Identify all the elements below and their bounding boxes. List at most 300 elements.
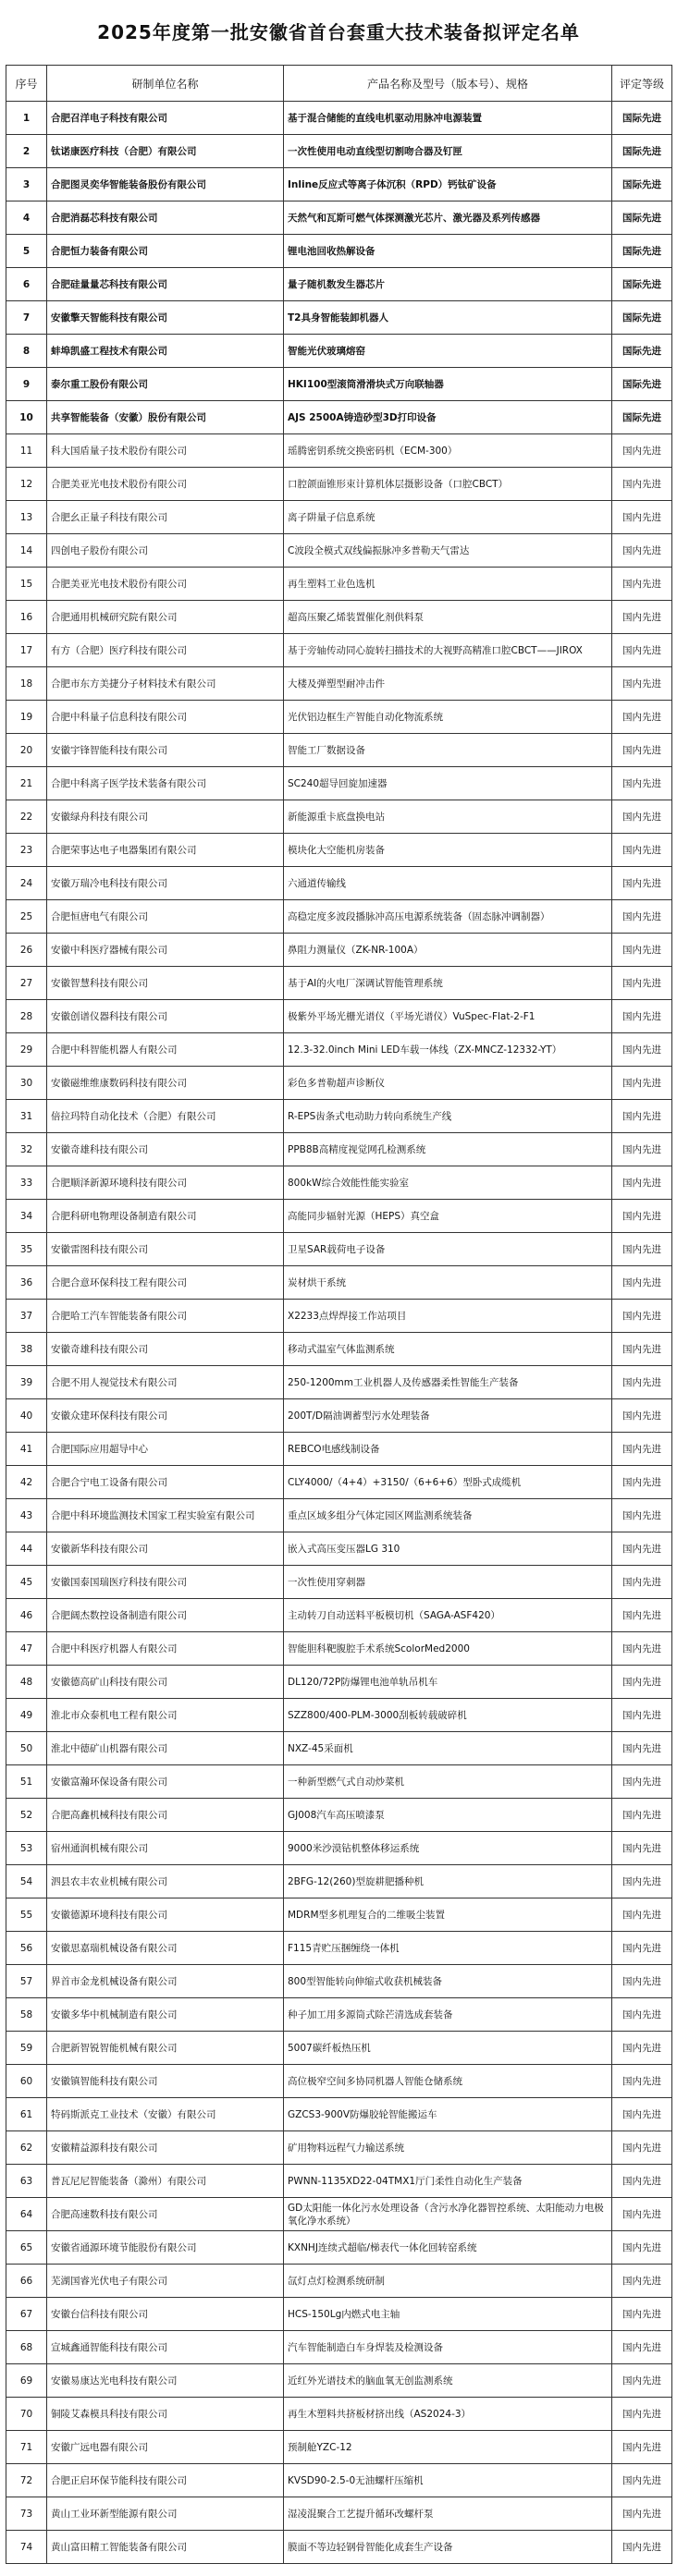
- company-name: 安徽雷图科技有限公司: [47, 1233, 284, 1266]
- company-name: 安徽省通源环境节能股份有限公司: [47, 2231, 284, 2265]
- row-index: 70: [6, 2398, 47, 2431]
- rating-level: 国内先进: [612, 1266, 672, 1300]
- company-name: 安徽易康达光电科技有限公司: [47, 2364, 284, 2398]
- row-index: 17: [6, 634, 47, 667]
- rating-level: 国内先进: [612, 2165, 672, 2198]
- row-index: 7: [6, 301, 47, 335]
- company-name: 黄山富田精工智能装备有限公司: [47, 2531, 284, 2564]
- company-name: 安徽精益源科技有限公司: [47, 2131, 284, 2165]
- table-row: [6, 2098, 672, 2131]
- table-row: [6, 2398, 672, 2431]
- product-name: 近红外光谱技术的脑血氧无创监测系统: [284, 2364, 612, 2398]
- company-name: 合肥不用人视觉技术有限公司: [47, 1366, 284, 1399]
- table-row: [6, 1466, 672, 1499]
- company-name: 安徽德源环境科技有限公司: [47, 1898, 284, 1932]
- rating-level: 国内先进: [612, 2298, 672, 2331]
- table-row: [6, 1965, 672, 1998]
- row-index: 30: [6, 1067, 47, 1100]
- row-index: 10: [6, 401, 47, 434]
- rating-level: 国内先进: [612, 434, 672, 468]
- company-name: 四创电子股份有限公司: [47, 534, 284, 568]
- company-name: 安徽创谱仪器科技有限公司: [47, 1000, 284, 1033]
- row-index: 68: [6, 2331, 47, 2364]
- product-name: 智能工厂数据设备: [284, 734, 612, 767]
- row-index: 21: [6, 767, 47, 800]
- product-name: F115青贮压捆缠绕一体机: [284, 1932, 612, 1965]
- company-name: 安徽绿舟科技有限公司: [47, 800, 284, 834]
- company-name: 合肥恒力装备有限公司: [47, 235, 284, 268]
- row-index: 47: [6, 1632, 47, 1666]
- rating-level: 国内先进: [612, 1499, 672, 1532]
- product-name: 智能光伏玻璃熔窑: [284, 335, 612, 368]
- company-name: 合肥合宁电工设备有限公司: [47, 1466, 284, 1499]
- row-index: 62: [6, 2131, 47, 2165]
- product-name: PWNN-1135XD22-04TMX1厅门柔性自动化生产装备: [284, 2165, 612, 2198]
- product-name: NXZ-45采面机: [284, 1732, 612, 1765]
- row-index: 53: [6, 1832, 47, 1865]
- row-index: 20: [6, 734, 47, 767]
- table-row: [6, 934, 672, 967]
- company-name: 安徽台信科技有限公司: [47, 2298, 284, 2331]
- row-index: 1: [6, 102, 47, 135]
- table-row: [6, 767, 672, 800]
- table-row: [6, 1532, 672, 1566]
- product-name: 高稳定度多波段播脉冲高压电源系统装备（固态脉冲调制器）: [284, 900, 612, 934]
- header-company: 研制单位名称: [47, 66, 284, 102]
- table-row: [6, 800, 672, 834]
- product-name: 5007碳纤板热压机: [284, 2032, 612, 2065]
- row-index: 74: [6, 2531, 47, 2564]
- company-name: 合肥通用机械研究院有限公司: [47, 601, 284, 634]
- product-name: 超高压聚乙烯装置催化剂供料泵: [284, 601, 612, 634]
- table-row: [6, 1499, 672, 1532]
- product-name: 250-1200mm工业机器人及传感器柔性智能生产装备: [284, 1366, 612, 1399]
- rating-level: 国际先进: [612, 201, 672, 235]
- product-name: 种子加工用多源筒式除芒清选成套装备: [284, 1998, 612, 2032]
- product-name: R-EPS齿条式电动助力转向系统生产线: [284, 1100, 612, 1133]
- company-name: 安徽磁维维康数码科技有限公司: [47, 1067, 284, 1100]
- table-row: [6, 1166, 672, 1200]
- product-name: 大楼及弹塑型耐冲击件: [284, 667, 612, 701]
- product-name: 嵌入式高压变压器LG 310: [284, 1532, 612, 1566]
- company-name: 合肥顺泽新源环境科技有限公司: [47, 1166, 284, 1200]
- product-name: 口腔颌面锥形束计算机体层摄影设备（口腔CBCT）: [284, 468, 612, 501]
- candidate-list-table: [6, 65, 672, 2564]
- company-name: 安徽众建环保科技有限公司: [47, 1399, 284, 1433]
- product-name: 极紫外平场光栅光谱仪（平场光谱仪）VuSpec-Flat-2-F1: [284, 1000, 612, 1033]
- rating-level: 国内先进: [612, 2265, 672, 2298]
- row-index: 50: [6, 1732, 47, 1765]
- product-name: 一次性使用穿刺器: [284, 1566, 612, 1599]
- row-index: 42: [6, 1466, 47, 1499]
- product-name: REBCO电感线制设备: [284, 1433, 612, 1466]
- company-name: 安徽广远电器有限公司: [47, 2431, 284, 2464]
- company-name: 界首市金龙机械设备有限公司: [47, 1965, 284, 1998]
- table-row: [6, 2531, 672, 2564]
- table-row: [6, 201, 672, 235]
- product-name: SC240超导回旋加速器: [284, 767, 612, 800]
- rating-level: 国内先进: [612, 2198, 672, 2231]
- product-name: 高能同步辐射光源（HEPS）真空盒: [284, 1200, 612, 1233]
- product-name: 12.3-32.0inch Mini LED车载一体线（ZX-MNCZ-12332-YT）: [284, 1033, 612, 1067]
- table-row: [6, 701, 672, 734]
- product-name: 基于旁轴传动同心旋转扫描技术的大视野高精准口腔CBCT——JIROX: [284, 634, 612, 667]
- row-index: 55: [6, 1898, 47, 1932]
- row-index: 51: [6, 1765, 47, 1799]
- table-row: [6, 634, 672, 667]
- row-index: 58: [6, 1998, 47, 2032]
- table-header-row: [6, 66, 672, 102]
- row-index: 57: [6, 1965, 47, 1998]
- company-name: 合肥正启环保节能科技有限公司: [47, 2464, 284, 2497]
- rating-level: 国内先进: [612, 1300, 672, 1333]
- row-index: 34: [6, 1200, 47, 1233]
- table-row: [6, 501, 672, 534]
- table-row: [6, 1000, 672, 1033]
- row-index: 61: [6, 2098, 47, 2131]
- row-index: 32: [6, 1133, 47, 1166]
- company-name: 特码斯派克工业技术（安徽）有限公司: [47, 2098, 284, 2131]
- company-name: 安徽智慧科技有限公司: [47, 967, 284, 1000]
- company-name: 合肥新智锐智能机械有限公司: [47, 2032, 284, 2065]
- company-name: 安徽镇智能科技有限公司: [47, 2065, 284, 2098]
- company-name: 合肥中科离子医学技术装备有限公司: [47, 767, 284, 800]
- company-name: 有方（合肥）医疗科技有限公司: [47, 634, 284, 667]
- rating-level: 国内先进: [612, 1532, 672, 1566]
- table-row: [6, 1100, 672, 1133]
- rating-level: 国内先进: [612, 534, 672, 568]
- table-row: [6, 568, 672, 601]
- rating-level: 国内先进: [612, 2431, 672, 2464]
- product-name: 鼻阻力测量仪（ZK-NR-100A）: [284, 934, 612, 967]
- table-row: [6, 1599, 672, 1632]
- table-row: [6, 867, 672, 900]
- company-name: 安徽思嘉瑞机械设备有限公司: [47, 1932, 284, 1965]
- rating-level: 国内先进: [612, 468, 672, 501]
- rating-level: 国内先进: [612, 1466, 672, 1499]
- company-name: 合肥图灵奕华智能装备股份有限公司: [47, 168, 284, 201]
- product-name: 再生木塑料共挤板材挤出线（AS2024-3）: [284, 2398, 612, 2431]
- rating-level: 国际先进: [612, 301, 672, 335]
- product-name: 光伏铝边框生产智能自动化物流系统: [284, 701, 612, 734]
- table-row: [6, 468, 672, 501]
- table-row: [6, 135, 672, 168]
- company-name: 安徽擎天智能科技有限公司: [47, 301, 284, 335]
- table-row: [6, 335, 672, 368]
- rating-level: 国内先进: [612, 1133, 672, 1166]
- header-level: 评定等级: [612, 66, 672, 102]
- product-name: 新能源重卡底盘换电站: [284, 800, 612, 834]
- rating-level: 国内先进: [612, 1566, 672, 1599]
- table-row: [6, 601, 672, 634]
- company-name: 合肥高速数科技有限公司: [47, 2198, 284, 2231]
- company-name: 合肥荣事达电子电器集团有限公司: [47, 834, 284, 867]
- rating-level: 国内先进: [612, 800, 672, 834]
- row-index: 37: [6, 1300, 47, 1333]
- rating-level: 国际先进: [612, 335, 672, 368]
- row-index: 69: [6, 2364, 47, 2398]
- rating-level: 国内先进: [612, 1998, 672, 2032]
- rating-level: 国内先进: [612, 2364, 672, 2398]
- product-name: 重点区域多组分气体定园区网监测系统装备: [284, 1499, 612, 1532]
- product-name: PPB8B高精度视觉网孔检测系统: [284, 1133, 612, 1166]
- rating-level: 国际先进: [612, 168, 672, 201]
- table-row: [6, 1865, 672, 1898]
- product-name: HCS-150Lg内燃式电主轴: [284, 2298, 612, 2331]
- table-row: [6, 1632, 672, 1666]
- company-name: 合肥中科医疗机器人有限公司: [47, 1632, 284, 1666]
- row-index: 67: [6, 2298, 47, 2331]
- company-name: 合肥中科智能机器人有限公司: [47, 1033, 284, 1067]
- product-name: 六通道传输线: [284, 867, 612, 900]
- company-name: 合肥消磊芯科技有限公司: [47, 201, 284, 235]
- company-name: 共享智能装备（安徽）股份有限公司: [47, 401, 284, 434]
- product-name: 高位极窄空间多协同机器人智能仓储系统: [284, 2065, 612, 2098]
- table-row: [6, 534, 672, 568]
- row-index: 5: [6, 235, 47, 268]
- product-name: 基于AI的火电厂深调试智能管理系统: [284, 967, 612, 1000]
- company-name: 合肥中科量子信息科技有限公司: [47, 701, 284, 734]
- table-row: [6, 1133, 672, 1166]
- product-name: 湿凌混聚合工艺提升循环改螺杆泵: [284, 2497, 612, 2531]
- company-name: 钛诺康医疗科技（合肥）有限公司: [47, 135, 284, 168]
- row-index: 26: [6, 934, 47, 967]
- company-name: 合肥哈工汽车智能装备有限公司: [47, 1300, 284, 1333]
- row-index: 8: [6, 335, 47, 368]
- table-row: [6, 2165, 672, 2198]
- rating-level: 国内先进: [612, 601, 672, 634]
- table-row: [6, 235, 672, 268]
- rating-level: 国内先进: [612, 1333, 672, 1366]
- company-name: 合肥高鑫机械科技有限公司: [47, 1799, 284, 1832]
- company-name: 安徽德高矿山科技有限公司: [47, 1666, 284, 1699]
- table-row: [6, 2364, 672, 2398]
- company-name: 合肥阔杰数控设备制造有限公司: [47, 1599, 284, 1632]
- product-name: 膜面不等边轻钢骨智能化成套生产设备: [284, 2531, 612, 2564]
- table-row: [6, 1732, 672, 1765]
- product-name: 瑶腾密钥系统交换密码机（ECM-300）: [284, 434, 612, 468]
- company-name: 芜湖国睿光伏电子有限公司: [47, 2265, 284, 2298]
- rating-level: 国内先进: [612, 2098, 672, 2131]
- row-index: 9: [6, 368, 47, 401]
- product-name: GZCS3-900V防爆胶轮智能搬运车: [284, 2098, 612, 2131]
- row-index: 27: [6, 967, 47, 1000]
- rating-level: 国际先进: [612, 102, 672, 135]
- product-name: 800kW综合效能性能实验室: [284, 1166, 612, 1200]
- rating-level: 国内先进: [612, 834, 672, 867]
- row-index: 4: [6, 201, 47, 235]
- product-name: 汽车智能制造白车身焊装及检测设备: [284, 2331, 612, 2364]
- rating-level: 国内先进: [612, 1765, 672, 1799]
- row-index: 54: [6, 1865, 47, 1898]
- row-index: 13: [6, 501, 47, 534]
- company-name: 蚌埠凯盛工程技术有限公司: [47, 335, 284, 368]
- product-name: 一种新型燃气式自动炒菜机: [284, 1765, 612, 1799]
- rating-level: 国内先进: [612, 967, 672, 1000]
- rating-level: 国内先进: [612, 1599, 672, 1632]
- table-row: [6, 1998, 672, 2032]
- table-row: [6, 2298, 672, 2331]
- table-row: [6, 268, 672, 301]
- row-index: 35: [6, 1233, 47, 1266]
- rating-level: 国内先进: [612, 2331, 672, 2364]
- rating-level: 国内先进: [612, 1799, 672, 1832]
- table-row: [6, 2265, 672, 2298]
- rating-level: 国内先进: [612, 1632, 672, 1666]
- company-name: 合肥幺正量子科技有限公司: [47, 501, 284, 534]
- rating-level: 国内先进: [612, 2231, 672, 2265]
- table-row: [6, 2198, 672, 2231]
- table-row: [6, 2431, 672, 2464]
- rating-level: 国内先进: [612, 1033, 672, 1067]
- rating-level: 国内先进: [612, 1965, 672, 1998]
- row-index: 22: [6, 800, 47, 834]
- row-index: 49: [6, 1699, 47, 1732]
- rating-level: 国际先进: [612, 401, 672, 434]
- table-row: [6, 2331, 672, 2364]
- product-name: KVSD90-2.5-0无油螺杆压缩机: [284, 2464, 612, 2497]
- rating-level: 国内先进: [612, 1100, 672, 1133]
- row-index: 40: [6, 1399, 47, 1433]
- table-row: [6, 1399, 672, 1433]
- company-name: 普瓦尼尼智能装备（滁州）有限公司: [47, 2165, 284, 2198]
- table-row: [6, 2497, 672, 2531]
- company-name: 合肥美亚光电技术股份有限公司: [47, 568, 284, 601]
- rating-level: 国内先进: [612, 1666, 672, 1699]
- table-row: [6, 1067, 672, 1100]
- table-row: [6, 1799, 672, 1832]
- table-row: [6, 102, 672, 135]
- table-row: [6, 1233, 672, 1266]
- row-index: 45: [6, 1566, 47, 1599]
- row-index: 65: [6, 2231, 47, 2265]
- product-name: Inline反应式等离子体沉积（RPD）钙钛矿设备: [284, 168, 612, 201]
- rating-level: 国内先进: [612, 1200, 672, 1233]
- company-name: 泗县农丰农业机械有限公司: [47, 1865, 284, 1898]
- company-name: 合肥恒唐电气有限公司: [47, 900, 284, 934]
- company-name: 宣城鑫通智能科技有限公司: [47, 2331, 284, 2364]
- table-row: [6, 1932, 672, 1965]
- company-name: 安徽万瑞冷电科技有限公司: [47, 867, 284, 900]
- product-name: DL120/72P防爆锂电池单轨吊机车: [284, 1666, 612, 1699]
- company-name: 安徽宇锋智能科技有限公司: [47, 734, 284, 767]
- company-name: 合肥国际应用超导中心: [47, 1433, 284, 1466]
- table-row: [6, 434, 672, 468]
- row-index: 44: [6, 1532, 47, 1566]
- table-row: [6, 834, 672, 867]
- company-name: 淮北中德矿山机器有限公司: [47, 1732, 284, 1765]
- company-name: 合肥美亚光电技术股份有限公司: [47, 468, 284, 501]
- rating-level: 国内先进: [612, 2131, 672, 2165]
- rating-level: 国内先进: [612, 1000, 672, 1033]
- rating-level: 国内先进: [612, 1067, 672, 1100]
- company-name: 泰尔重工股份有限公司: [47, 368, 284, 401]
- rating-level: 国内先进: [612, 568, 672, 601]
- rating-level: 国际先进: [612, 135, 672, 168]
- table-row: [6, 2231, 672, 2265]
- product-name: T2具身智能装卸机器人: [284, 301, 612, 335]
- product-name: 彩色多普勒超声诊断仪: [284, 1067, 612, 1100]
- table-body: [6, 102, 672, 2564]
- row-index: 23: [6, 834, 47, 867]
- product-name: 模块化大空能机房装备: [284, 834, 612, 867]
- rating-level: 国内先进: [612, 667, 672, 701]
- table-row: [6, 1266, 672, 1300]
- row-index: 72: [6, 2464, 47, 2497]
- row-index: 38: [6, 1333, 47, 1366]
- table-row: [6, 401, 672, 434]
- company-name: 合肥中科环境监测技术国家工程实验室有限公司: [47, 1499, 284, 1532]
- product-name: CLY4000/（4+4）+3150/（6+6+6）型卧式成缆机: [284, 1466, 612, 1499]
- rating-level: 国内先进: [612, 1433, 672, 1466]
- product-name: GD太阳能一体化污水处理设备（含污水净化器智控系统、太阳能动力电极氧化净水系统）: [284, 2198, 612, 2231]
- product-name: 矿用物料远程气力输送系统: [284, 2131, 612, 2165]
- product-name: 天然气和瓦斯可燃气体探测激光芯片、激光器及系列传感器: [284, 201, 612, 235]
- row-index: 24: [6, 867, 47, 900]
- rating-level: 国际先进: [612, 235, 672, 268]
- row-index: 48: [6, 1666, 47, 1699]
- product-name: 主动转刀自动送料平板模切机（SAGA-ASF420）: [284, 1599, 612, 1632]
- table-row: [6, 900, 672, 934]
- rating-level: 国内先进: [612, 2531, 672, 2564]
- rating-level: 国内先进: [612, 867, 672, 900]
- rating-level: 国内先进: [612, 1865, 672, 1898]
- company-name: 安徽奇雄科技有限公司: [47, 1333, 284, 1366]
- header-product: 产品名称及型号（版本号）、规格: [284, 66, 612, 102]
- rating-level: 国内先进: [612, 2398, 672, 2431]
- product-name: HKI100型滚筒滑滑块式万向联轴器: [284, 368, 612, 401]
- rating-level: 国内先进: [612, 1732, 672, 1765]
- row-index: 18: [6, 667, 47, 701]
- row-index: 56: [6, 1932, 47, 1965]
- product-name: C波段全模式双线偏振脉冲多普勒天气雷达: [284, 534, 612, 568]
- product-name: 800型智能转向伸缩式收获机械装备: [284, 1965, 612, 1998]
- row-index: 39: [6, 1366, 47, 1399]
- company-name: 安徽新华科技有限公司: [47, 1532, 284, 1566]
- rating-level: 国内先进: [612, 701, 672, 734]
- row-index: 52: [6, 1799, 47, 1832]
- row-index: 73: [6, 2497, 47, 2531]
- rating-level: 国内先进: [612, 1399, 672, 1433]
- company-name: 安徽多华中机械制造有限公司: [47, 1998, 284, 2032]
- rating-level: 国内先进: [612, 1699, 672, 1732]
- table-row: [6, 1765, 672, 1799]
- rating-level: 国内先进: [612, 934, 672, 967]
- row-index: 64: [6, 2198, 47, 2231]
- table-row: [6, 1832, 672, 1865]
- row-index: 2: [6, 135, 47, 168]
- row-index: 36: [6, 1266, 47, 1300]
- header-index: 序号: [6, 66, 47, 102]
- product-name: 离子阱量子信息系统: [284, 501, 612, 534]
- row-index: 14: [6, 534, 47, 568]
- company-name: 安徽富瀚环保设备有限公司: [47, 1765, 284, 1799]
- rating-level: 国内先进: [612, 2032, 672, 2065]
- table-row: [6, 301, 672, 335]
- company-name: 合肥科研电物理设备制造有限公司: [47, 1200, 284, 1233]
- page-title: 2025年度第一批安徽省首台套重大技术装备拟评定名单: [97, 21, 580, 43]
- company-name: 倍拉玛特自动化技术（合肥）有限公司: [47, 1100, 284, 1133]
- product-name: X2233点焊焊接工作站项目: [284, 1300, 612, 1333]
- row-index: 29: [6, 1033, 47, 1067]
- row-index: 46: [6, 1599, 47, 1632]
- table-row: [6, 1666, 672, 1699]
- company-name: 铜陵艾森模具科技有限公司: [47, 2398, 284, 2431]
- company-name: 安徽国泰国瑞医疗科技有限公司: [47, 1566, 284, 1599]
- company-name: 合肥硅量量芯科技有限公司: [47, 268, 284, 301]
- row-index: 71: [6, 2431, 47, 2464]
- company-name: 淮北市众泰机电工程有限公司: [47, 1699, 284, 1732]
